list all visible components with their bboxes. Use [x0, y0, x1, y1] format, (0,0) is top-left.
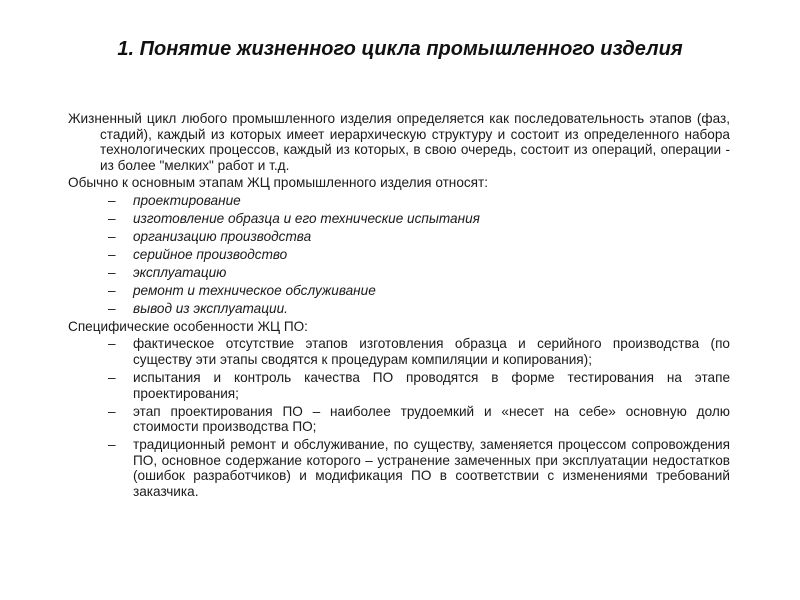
slide-body: [68, 111, 730, 502]
stage-text: организацию производства: [133, 228, 312, 244]
dash-bullet: –: [108, 264, 116, 280]
dash-bullet: –: [108, 228, 116, 244]
dash-bullet: –: [108, 370, 116, 386]
dash-bullet: –: [108, 437, 116, 453]
stage-text: вывод из эксплуатации.: [133, 300, 288, 316]
feature-text: традиционный ремонт и обслуживание, по существу, заменяется процессом сопровождения ПО, основное содержание которого – устранение замеченных при эксплуатации недостатков (ошибок разработчиков) и модификация ПО в соответствии с изменениями требований заказчика.: [133, 437, 730, 499]
list-item: [68, 265, 730, 281]
stages-heading: Обычно к основным этапам ЖЦ промышленного изделия относят:: [68, 175, 489, 191]
list-item: [68, 211, 730, 227]
list-item: [68, 193, 730, 209]
stage-text: эксплуатацию: [133, 264, 227, 280]
list-item: [68, 336, 730, 367]
stage-text: ремонт и техническое обслуживание: [133, 282, 376, 298]
dash-bullet: –: [108, 336, 116, 352]
feature-text: этап проектирования ПО – наиболее трудоемкий и «несет на себе» основную долю стоимости производства ПО;: [133, 403, 730, 435]
feature-text: испытания и контроль качества ПО проводятся в форме тестирования на этапе проектирования;: [133, 370, 730, 401]
list-item: [68, 229, 730, 245]
stages-list: [68, 193, 730, 317]
intro-paragraph: Жизненный цикл любого промышленного изделия определяется как последовательность этапов (фаз, стадий), каждый из которых имеет иерархическую структуру и состоит из определенного набора технологических процессов, каждый из которых, в свою очередь, состоит из операций, операции - из более "мелких" работ и т.д.: [68, 111, 730, 173]
feature-text: фактическое отсутствие этапов изготовления образца и серийного производства (по существу эти этапы сводятся к процедурам компиляции и копирования);: [133, 336, 730, 368]
stage-text: проектирование: [133, 192, 241, 208]
features-heading: Специфические особенности ЖЦ ПО:: [68, 318, 308, 334]
dash-bullet: –: [108, 300, 116, 316]
dash-bullet: –: [108, 210, 116, 226]
list-item: [68, 301, 730, 317]
dash-bullet: –: [108, 246, 116, 262]
list-item: [68, 247, 730, 263]
list-item: [68, 404, 730, 435]
slide-title: 1. Понятие жизненного цикла промышленного изделия: [117, 38, 683, 60]
dash-bullet: –: [108, 282, 116, 298]
features-list: [68, 336, 730, 499]
list-item: [68, 283, 730, 299]
stage-text: серийное производство: [133, 246, 288, 262]
stage-text: изготовление образца и его технические испытания: [133, 210, 480, 226]
list-item: [68, 370, 730, 401]
dash-bullet: –: [108, 192, 116, 208]
list-item: [68, 437, 730, 499]
dash-bullet: –: [108, 403, 116, 419]
